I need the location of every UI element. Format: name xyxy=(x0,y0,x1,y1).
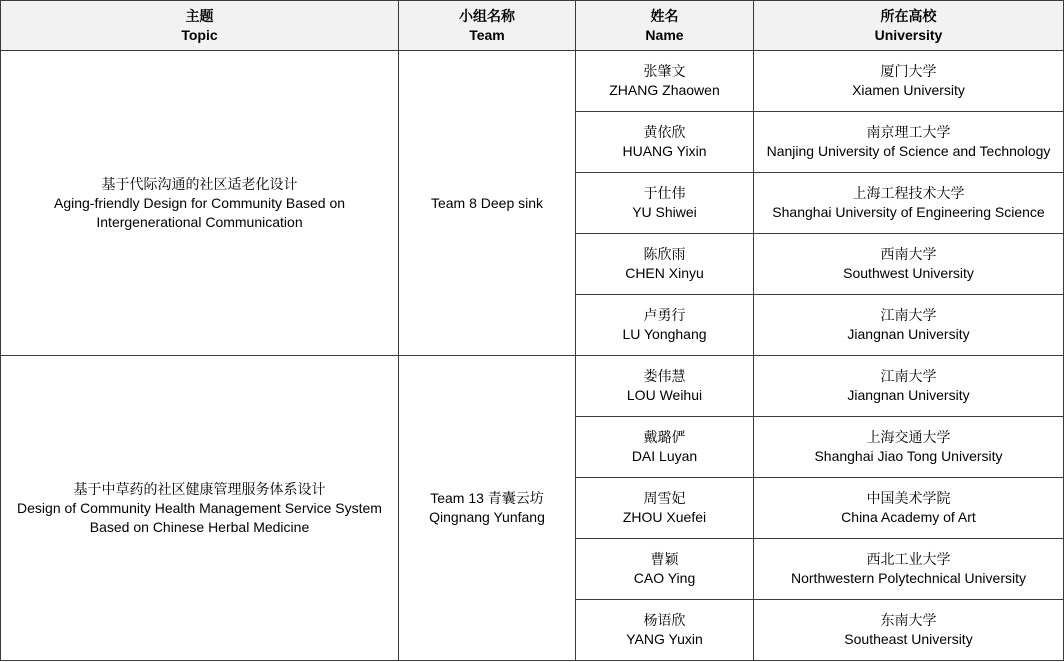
team-cell: Team 13 青囊云坊 Qingnang Yunfang xyxy=(399,356,576,661)
header-university: 所在高校 University xyxy=(754,1,1064,51)
name-cell: 曹颖 CAO Ying xyxy=(576,539,754,600)
name-cell: 黄依欣 HUANG Yixin xyxy=(576,112,754,173)
university-cell: 江南大学 Jiangnan University xyxy=(754,295,1064,356)
header-row xyxy=(1,1,1064,51)
university-cell: 东南大学 Southeast University xyxy=(754,600,1064,661)
name-cell: 陈欣雨 CHEN Xinyu xyxy=(576,234,754,295)
university-cell: 上海工程技术大学 Shanghai University of Engineering Science xyxy=(754,173,1064,234)
team-cell: Team 8 Deep sink xyxy=(399,51,576,356)
name-cell: 卢勇行 LU Yonghang xyxy=(576,295,754,356)
university-cell: 南京理工大学 Nanjing University of Science and Technology xyxy=(754,112,1064,173)
table-row xyxy=(1,356,1064,417)
topic-cell: 基于中草药的社区健康管理服务体系设计 Design of Community Health Management Service System Based on Chinese Herbal Medicine xyxy=(1,356,399,661)
university-cell: 厦门大学 Xiamen University xyxy=(754,51,1064,112)
table-row xyxy=(1,51,1064,112)
header-name: 姓名 Name xyxy=(576,1,754,51)
name-cell: 周雪妃 ZHOU Xuefei xyxy=(576,478,754,539)
name-cell: 戴璐俨 DAI Luyan xyxy=(576,417,754,478)
header-topic: 主题 Topic xyxy=(1,1,399,51)
name-cell: 娄伟慧 LOU Weihui xyxy=(576,356,754,417)
university-cell: 西北工业大学 Northwestern Polytechnical University xyxy=(754,539,1064,600)
header-team: 小组名称 Team xyxy=(399,1,576,51)
university-cell: 中国美术学院 China Academy of Art xyxy=(754,478,1064,539)
university-cell: 江南大学 Jiangnan University xyxy=(754,356,1064,417)
university-cell: 西南大学 Southwest University xyxy=(754,234,1064,295)
name-cell: 于仕伟 YU Shiwei xyxy=(576,173,754,234)
university-cell: 上海交通大学 Shanghai Jiao Tong University xyxy=(754,417,1064,478)
name-cell: 杨语欣 YANG Yuxin xyxy=(576,600,754,661)
name-cell: 张肇文 ZHANG Zhaowen xyxy=(576,51,754,112)
topic-cell: 基于代际沟通的社区适老化设计 Aging-friendly Design for Community Based on Intergenerational Communication xyxy=(1,51,399,356)
